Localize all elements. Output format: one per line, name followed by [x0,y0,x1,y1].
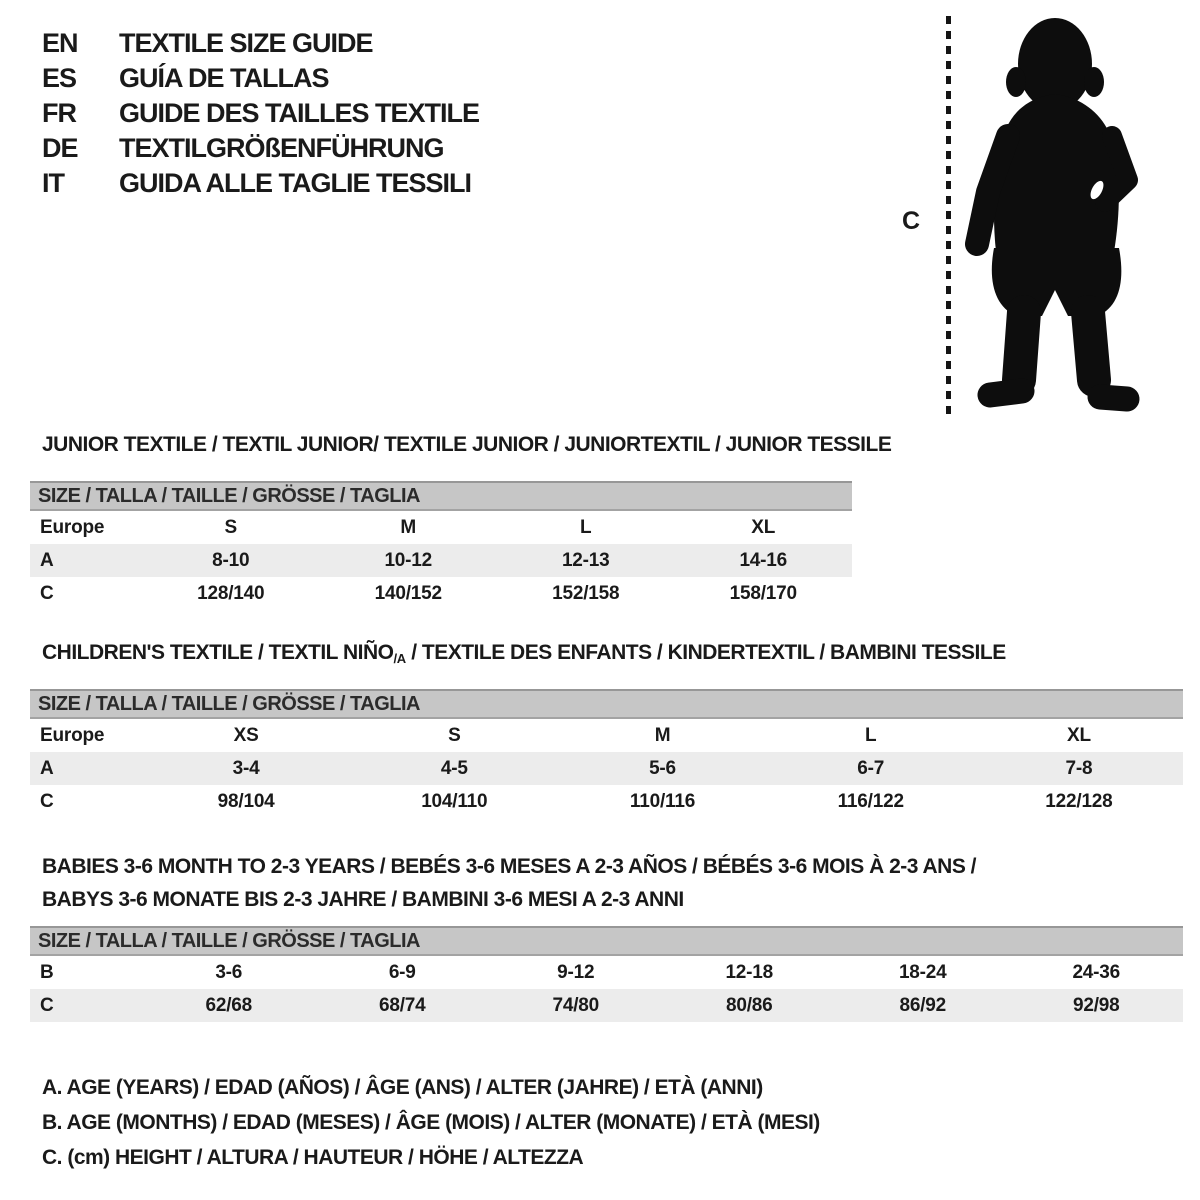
height-cell: 158/170 [729,582,797,604]
babies-section-title [42,850,976,916]
age-cell: 6-7 [857,757,885,779]
height-cell: 128/140 [197,582,265,604]
height-measure-label-c: C [902,207,921,235]
row-label-c: C [40,582,54,604]
height-cell: 68/74 [378,994,426,1016]
age-cell: 4-5 [440,757,468,779]
language-list [42,26,479,201]
age-cell: 12-13 [561,549,610,571]
babies-title-line1: BABIES 3-6 MONTH TO 2-3 YEARS / BEBÉS 3-6 MESES A 2-3 AÑOS / BÉBÉS 3-6 MOIS À 2-3 ANS / [42,855,977,878]
row-label-c: C [40,994,54,1016]
age-cell: 10-12 [384,549,433,571]
height-cell: 92/98 [1072,994,1120,1016]
language-code: FR [42,98,76,128]
row-label-c: C [40,790,54,812]
row-label-a: A [40,549,54,571]
language-row-it [42,166,479,201]
language-title: TEXTILGRÖßENFÜHRUNG [119,133,444,163]
size-header-bar [30,481,852,511]
age-cell: 7-8 [1065,757,1093,779]
legend-line-b: B. AGE (MONTHS) / EDAD (MESES) / ÂGE (MOIS) / ALTER (MONATE) / ETÀ (MESI) [42,1111,820,1134]
size-cell: L [865,724,877,746]
height-cell: 152/158 [552,582,620,604]
height-cell: 122/128 [1045,790,1113,812]
months-cell: 24-36 [1072,961,1121,983]
row-label-europe: Europe [40,516,105,538]
height-cell: 62/68 [205,994,253,1016]
toddler-silhouette-image [962,14,1142,416]
size-cell: S [448,724,461,746]
row-label-a: A [40,757,54,779]
months-cell: 18-24 [898,961,947,983]
height-measure-dashed-line [946,16,951,416]
size-cell: M [400,516,417,538]
babies-size-table [30,926,1183,1022]
language-row-fr [42,96,479,131]
children-size-table [30,689,1183,818]
language-title: GUÍA DE TALLAS [119,63,329,93]
language-row-de [42,131,479,166]
legend-line-c: C. (cm) HEIGHT / ALTURA / HAUTEUR / HÖHE / ALTEZZA [42,1146,584,1169]
row-label-b: B [40,961,54,983]
measurement-legend [42,1070,820,1175]
babies-title-line2: BABYS 3-6 MONATE BIS 2-3 JAHRE / BAMBINI 3-6 MESI A 2-3 ANNI [42,888,684,911]
size-cell: S [224,516,237,538]
language-code: ES [42,63,77,93]
legend-line-a: A. AGE (YEARS) / EDAD (AÑOS) / ÂGE (ANS) / ALTER (JAHRE) / ETÀ (ANNI) [42,1076,763,1099]
size-cell: M [654,724,671,746]
size-cell: L [580,516,592,538]
age-cell: 8-10 [212,549,250,571]
size-cell: XS [233,724,259,746]
size-header-bar [30,689,1183,719]
row-label-europe: Europe [40,724,105,746]
age-cell: 3-4 [232,757,260,779]
months-cell: 12-18 [725,961,774,983]
language-code: IT [42,168,64,198]
size-header-label: SIZE / TALLA / TAILLE / GRÖSSE / TAGLIA [38,692,420,715]
language-code: EN [42,28,78,58]
language-title: GUIDA ALLE TAGLIE TESSILI [119,168,471,198]
language-title: GUIDE DES TAILLES TEXTILE [119,98,480,128]
height-cell: 74/80 [552,994,600,1016]
junior-row-europe [30,511,852,544]
language-row-es [42,61,479,96]
height-cell: 140/152 [374,582,442,604]
size-header-bar [30,926,1183,956]
junior-size-table [30,481,852,610]
height-cell: 80/86 [725,994,773,1016]
babies-row-height [30,989,1183,1022]
months-cell: 6-9 [388,961,416,983]
size-header-label: SIZE / TALLA / TAILLE / GRÖSSE / TAGLIA [38,484,420,507]
babies-row-months [30,956,1183,989]
months-cell: 3-6 [215,961,243,983]
height-cell: 98/104 [217,790,275,812]
junior-row-age [30,544,852,577]
junior-section-title: JUNIOR TEXTILE / TEXTIL JUNIOR/ TEXTILE JUNIOR / JUNIORTEXTIL / JUNIOR TESSILE [42,433,892,456]
age-cell: 14-16 [739,549,788,571]
height-cell: 104/110 [421,790,488,812]
months-cell: 9-12 [557,961,595,983]
size-cell: XL [1066,724,1091,746]
children-title-subscript: /A [393,651,406,666]
children-section-title [42,641,1006,671]
height-cell: 110/116 [629,790,696,812]
junior-row-height [30,577,852,610]
children-row-age [30,752,1183,785]
children-row-europe [30,719,1183,752]
height-cell: 116/122 [837,790,904,812]
children-title-main: CHILDREN'S TEXTILE / TEXTIL NIÑO [42,641,394,664]
height-cell: 86/92 [899,994,947,1016]
language-code: DE [42,133,78,163]
age-cell: 5-6 [649,757,676,779]
language-title: TEXTILE SIZE GUIDE [119,28,373,58]
children-title-rest: / TEXTILE DES ENFANTS / KINDERTEXTIL / BAMBINI TESSILE [405,641,1006,664]
children-row-height [30,785,1183,818]
size-header-label: SIZE / TALLA / TAILLE / GRÖSSE / TAGLIA [38,929,420,952]
language-row-en [42,26,479,61]
size-cell: XL [751,516,776,538]
